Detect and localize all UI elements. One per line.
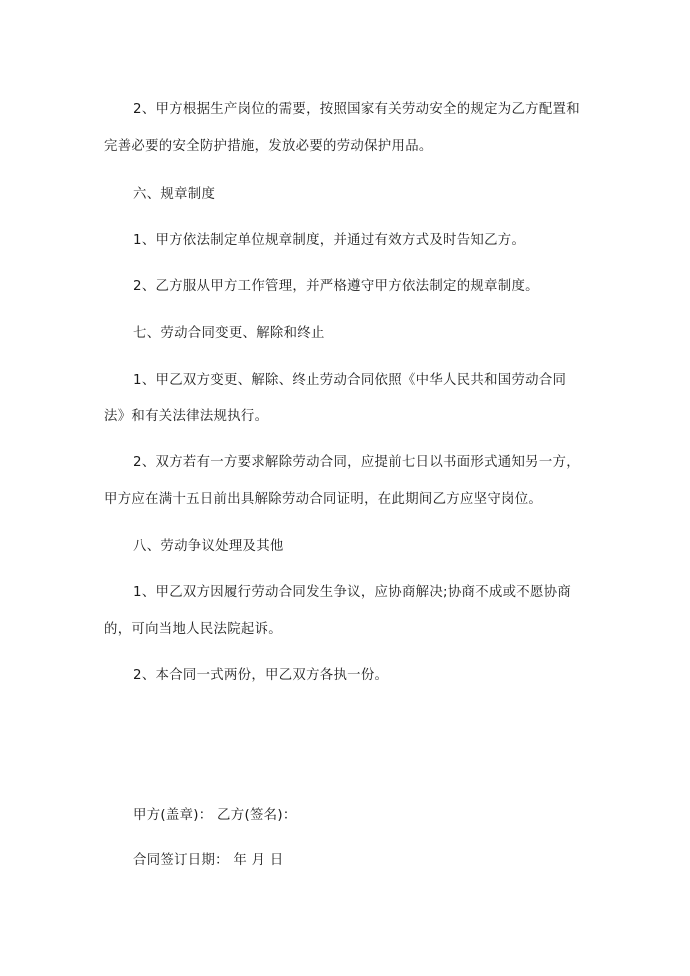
paragraph-6-1: 1、甲方依法制定单位规章制度，并通过有效方式及时告知乙方。 (133, 233, 526, 248)
section-heading-6: 六、规章制度 (133, 187, 216, 202)
paragraph-5-2-line-2: 完善必要的安全防护措施，发放必要的劳动保护用品。 (104, 139, 433, 154)
paragraph-7-1-line-1: 1、甲乙双方变更、解除、终止劳动合同依照《中华人民共和国劳动合同 (133, 373, 567, 388)
paragraph-8-1-line-2: 的，可向当地人民法院起诉。 (104, 622, 282, 637)
paragraph-6-2: 2、乙方服从甲方工作管理，并严格遵守甲方依法制定的规章制度。 (133, 279, 539, 294)
paragraph-7-2-line-2: 甲方应在满十五日前出具解除劳动合同证明，在此期间乙方应坚守岗位。 (104, 492, 543, 507)
signing-date-line: 合同签订日期： 年 月 日 (133, 853, 284, 868)
paragraph-5-2-line-1: 2、甲方根据生产岗位的需要，按照国家有关劳动安全的规定为乙方配置和 (133, 102, 580, 117)
paragraph-7-1-line-2: 法》和有关法律法规执行。 (104, 409, 269, 424)
paragraph-7-2-line-1: 2、双方若有一方要求解除劳动合同，应提前七日以书面形式通知另一方， (133, 455, 580, 470)
paragraph-8-1-line-1: 1、甲乙双方因履行劳动合同发生争议，应协商解决;协商不成或不愿协商 (133, 585, 572, 600)
section-heading-7: 七、劳动合同变更、解除和终止 (133, 326, 325, 341)
paragraph-8-2: 2、本合同一式两份，甲乙双方各执一份。 (133, 668, 389, 683)
section-heading-8: 八、劳动争议处理及其他 (133, 539, 284, 554)
signature-line: 甲方(盖章)： 乙方(签名)： (133, 808, 297, 823)
